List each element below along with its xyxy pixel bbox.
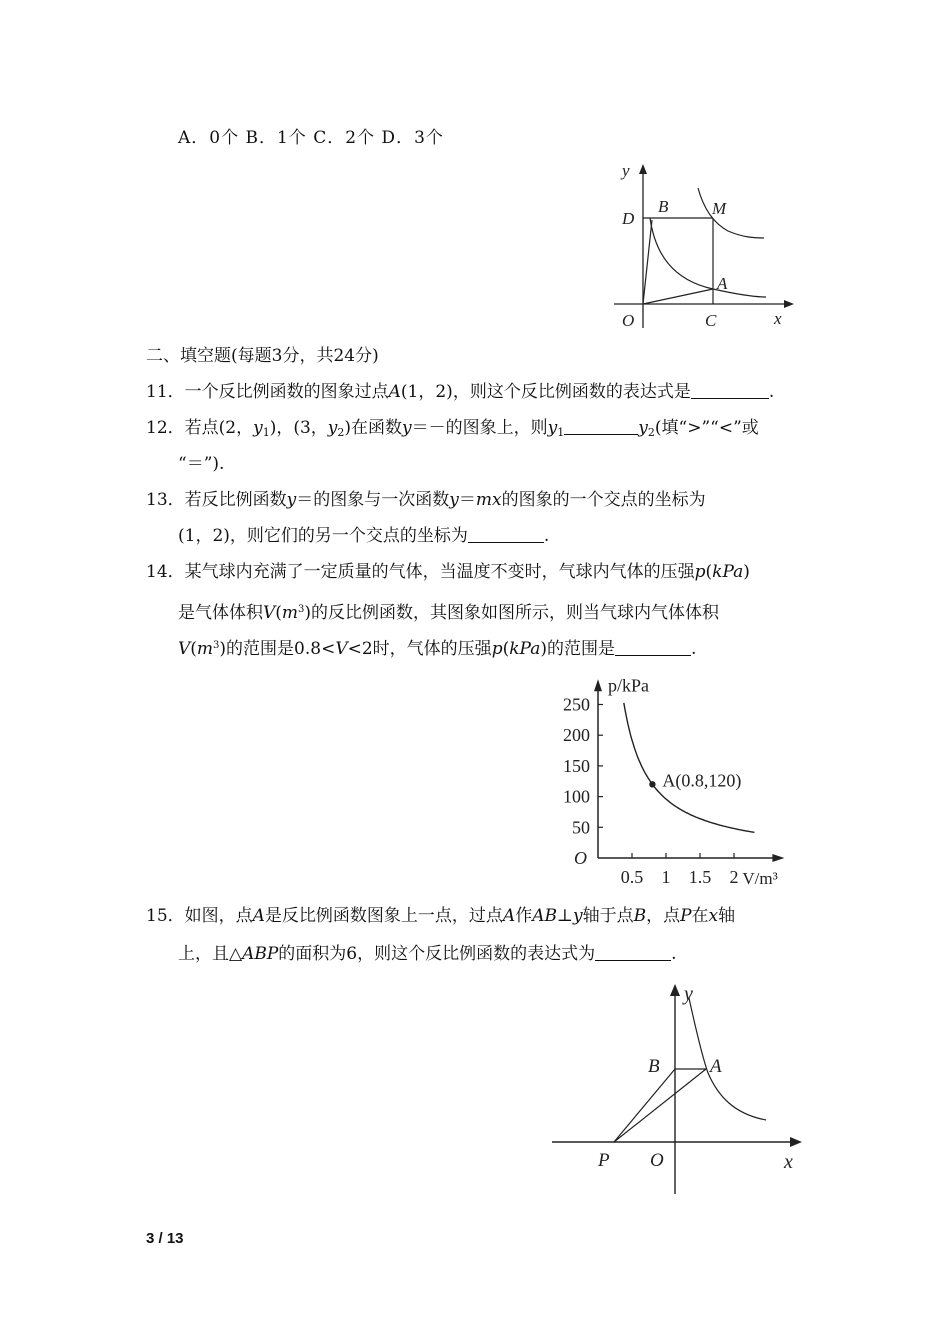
question-14-line-2: 是气体体积$V(m^3)$的反比例函数，其图象如图所示，则当气球内气体体积 <box>178 603 720 623</box>
question-12-line-2: “＝”). <box>178 454 225 474</box>
chart-x-tick-label: 1.5 <box>688 867 712 887</box>
chart-x-label: V/m³ <box>742 869 778 888</box>
chart-y-tick-label: 200 <box>563 725 590 746</box>
chart-y-label: p/kPa <box>608 675 650 696</box>
figure-3-graph <box>548 978 808 1198</box>
figure-1-graph <box>600 158 810 333</box>
question-14-line-3: $V(m^3)$的范围是0.8<V<2时，气体的压强p(kPa)的范围是 . <box>178 639 697 659</box>
question-11: 11．一个反比例函数的图象过点A(1，2)，则这个反比例函数的表达式是 . <box>146 382 775 402</box>
fig1-origin: O <box>622 311 635 330</box>
chart-point-A-label: A(0.8,120) <box>662 770 742 791</box>
question-15-line-2: 上，且△ABP的面积为6，则这个反比例函数的表达式为 . <box>178 944 677 964</box>
fig1-C: C <box>705 311 717 330</box>
fig3-A: A <box>710 1056 722 1077</box>
section-title: 二、填空题(每题3分，共24分) <box>146 346 379 366</box>
fig1-x-label: x <box>774 309 782 328</box>
chart-x-tick-label: 2 <box>729 867 739 887</box>
fig3-y-label: y <box>684 983 693 1005</box>
chart-series-line <box>624 703 755 833</box>
chart-y-tick-label: 250 <box>563 694 590 715</box>
fig1-y-label: y <box>622 161 630 180</box>
chart-y-tick-label: 150 <box>563 755 590 776</box>
fig3-x-label: x <box>784 1151 793 1173</box>
chart-y-tick-label: 100 <box>563 786 590 807</box>
answer-choices: A．0个 B．1个 C．2个 D．3个 <box>178 128 444 148</box>
chart-point-A <box>649 781 655 787</box>
chart-y-tick-label: 50 <box>572 817 590 838</box>
question-13-line-2: (1，2)，则它们的另一个交点的坐标为 . <box>178 526 550 546</box>
chart-x-tick-label: 1 <box>661 867 671 887</box>
fig1-D: D <box>622 209 635 228</box>
question-12: 12．若点(2，$y_1$)，(3，$y_2$)在函数y＝－的图象上，则$y_1$ $y_2$(填“>”“<”或 <box>146 418 759 439</box>
chart-x-tick-label: 0.5 <box>620 867 644 887</box>
chart-x-arrow <box>772 854 784 862</box>
fig3-origin: O <box>650 1150 664 1171</box>
fig3-P: P <box>598 1150 610 1171</box>
fig3-B: B <box>648 1056 660 1077</box>
chart-origin: O <box>574 848 587 868</box>
question-13: 13．若反比例函数y＝的图象与一次函数y＝mx的图象的一个交点的坐标为 <box>146 490 706 510</box>
pressure-volume-chart <box>540 668 810 894</box>
fig1-M: M <box>712 199 727 218</box>
fig1-A: A <box>717 274 728 293</box>
fig1-B: B <box>658 197 669 216</box>
question-14: 14．某气球内充满了一定质量的气体，当温度不变时，气球内气体的压强p(kPa) <box>146 562 750 582</box>
question-15: 15．如图，点A是反比例函数图象上一点，过点A作AB⊥y轴于点B，点P在x轴 <box>146 906 736 926</box>
page-number: 3 / 13 <box>146 1230 184 1247</box>
chart-y-arrow <box>594 679 602 691</box>
